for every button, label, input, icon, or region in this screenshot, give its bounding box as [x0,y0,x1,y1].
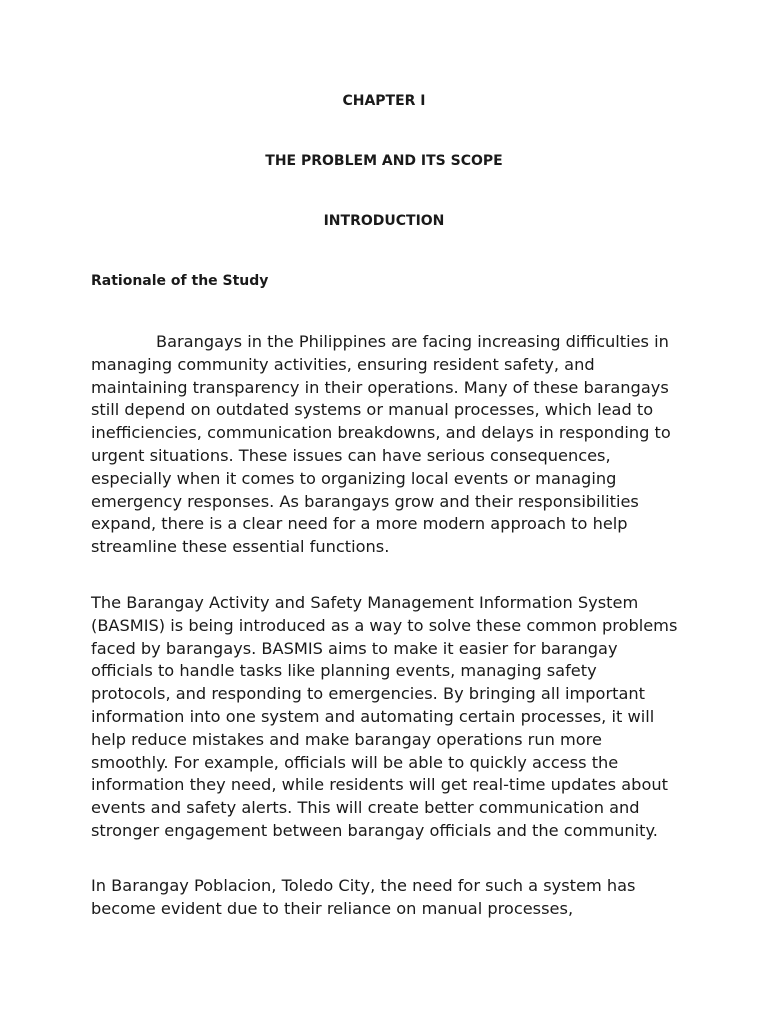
chapter-heading: CHAPTER I [342,93,426,109]
chapter-title: THE PROBLEM AND ITS SCOPE [265,153,503,169]
paragraph: Barangays in the Philippines are facing increasing difficulties in managing community activities, ensuring resident safety, and maintaining transparency in their operations. Many of these barangays still depend on outdated systems or manual processes, which lead to inefficiencies, communication breakdowns, and delays in responding to urgent situations. These issues can have serious consequences, especially when it comes to organizing local events or managing emergency responses. As barangays grow and their responsibilities expand, there is a clear need for a more modern approach to help streamline these essential functions. [91,332,671,557]
paragraph: In Barangay Poblacion, Toledo City, the need for such a system has become evident due to their reliance on manual processes, [91,876,636,918]
section-heading: INTRODUCTION [323,213,445,229]
subsection-heading: Rationale of the Study [91,273,269,289]
paragraph: The Barangay Activity and Safety Management Information System (BASMIS) is being introduced as a way to solve these common problems faced by barangays. BASMIS aims to make it easier for barangay officials to handle tasks like planning events, managing safety protocols, and responding to emergencies. By bringing all important information into one system and automating certain processes, it will help reduce mistakes and make barangay operations run more smoothly. For example, officials will be able to quickly access the information they need, while residents will get real-time updates about events and safety alerts. This will create better communication and stronger engagement between barangay officials and the community. [91,593,678,840]
